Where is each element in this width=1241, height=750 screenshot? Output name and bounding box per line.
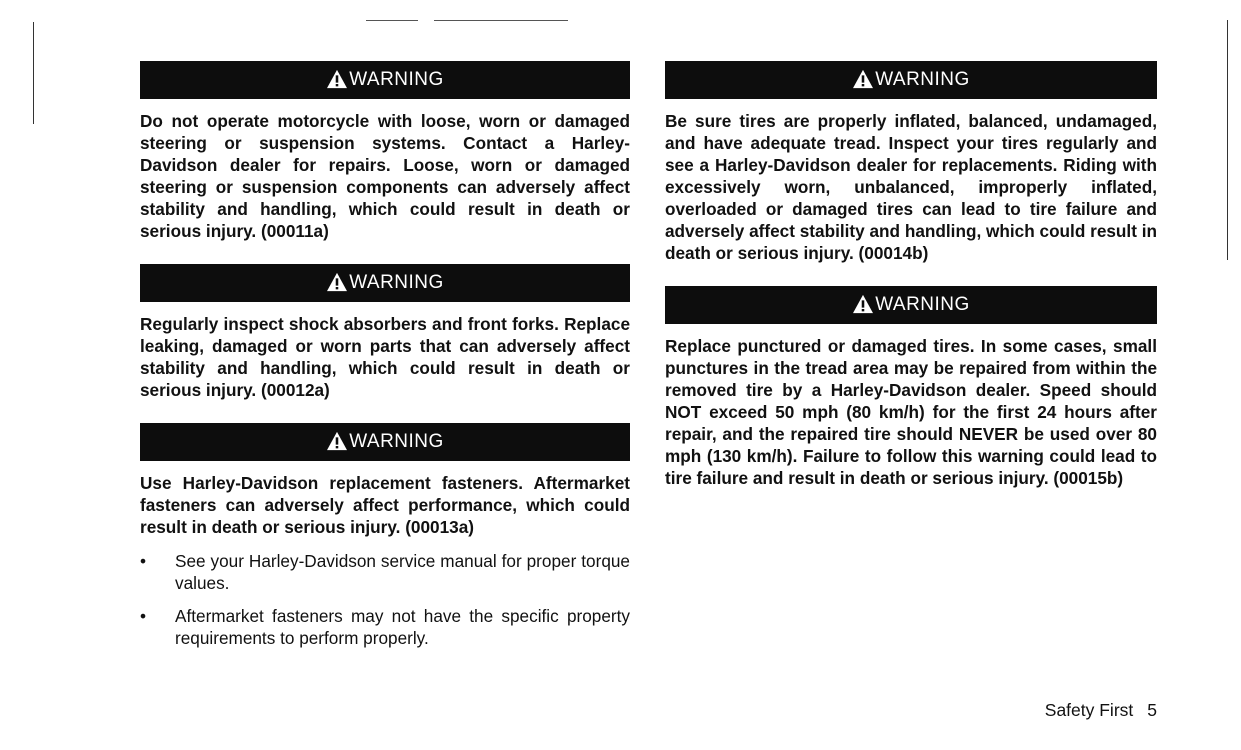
warning-text: Replace punctured or damaged tires. In some cases, small punctures in the tread area may be repaired from within the removed tire by a Harley-Davidson dealer. Speed should NOT exceed 50 mph (80 km/h) for the first 24 hours after repair, and the repaired tire should NEVER be used over 80 mph (130 km/h). Failure to follow this warning could lead to tire failure and result in death or serious injury. (00015b)	[665, 336, 1157, 488]
top-rule-short	[366, 20, 418, 21]
warning-text: Be sure tires are properly inflated, balanced, undamaged, and have adequate tread. Inspect your tires regularly and see a Harley-Davidson dealer for replacements. Riding with excessively worn, unbalanced, improperly inflated, overloaded or damaged tires can lead to tire failure and adversely affect stability and handling, which could result in death or serious injury. (00014b)	[665, 111, 1157, 263]
bullet-text: Aftermarket fasteners may not have the specific property requirements to perform properly.	[175, 606, 630, 648]
warning-label: WARNING	[349, 69, 444, 90]
warning-triangle-icon	[852, 294, 874, 314]
right-edge-line	[1227, 20, 1228, 260]
warning-label: WARNING	[875, 294, 970, 315]
warning-triangle-icon	[326, 69, 348, 89]
warning-banner	[140, 61, 630, 99]
warning-text: Do not operate motorcycle with loose, worn or damaged steering or suspension systems. Contact a Harley-Davidson dealer for repairs. Loose, worn or damaged steering or suspension components can adversely affect stability and handling, which could result in death or serious injury. (00011a)	[140, 111, 630, 241]
warning-banner	[665, 286, 1157, 324]
warning-triangle-icon	[326, 431, 348, 451]
left-edge-line	[33, 22, 34, 124]
page-footer	[1045, 700, 1157, 721]
right-column	[665, 61, 1157, 511]
warning-text: Regularly inspect shock absorbers and front forks. Replace leaking, damaged or worn parts that can adversely affect stability and handling, which could result in death or serious injury. (00012a)	[140, 314, 630, 400]
bullet-icon: •	[140, 551, 147, 571]
warning-text: Use Harley-Davidson replacement fasteners. Aftermarket fasteners can adversely affect performance, which could result in death or serious injury. (00013a)	[140, 473, 630, 537]
warning-triangle-icon	[326, 272, 348, 292]
warning-triangle-icon	[852, 69, 874, 89]
bullet-list	[140, 550, 630, 649]
top-rule-long	[434, 20, 568, 21]
left-column	[140, 61, 630, 660]
bullet-text: See your Harley-Davidson service manual for proper torque values.	[175, 551, 630, 593]
bullet-icon: •	[140, 606, 147, 626]
warning-banner	[665, 61, 1157, 99]
warning-label: WARNING	[349, 272, 444, 293]
list-item	[140, 550, 630, 594]
footer-section-title: Safety First	[1044, 700, 1134, 720]
warning-banner	[140, 423, 630, 461]
warning-label: WARNING	[349, 431, 444, 452]
warning-label: WARNING	[875, 69, 970, 90]
warning-banner	[140, 264, 630, 302]
list-item	[140, 605, 630, 649]
page-number: 5	[1147, 700, 1157, 720]
